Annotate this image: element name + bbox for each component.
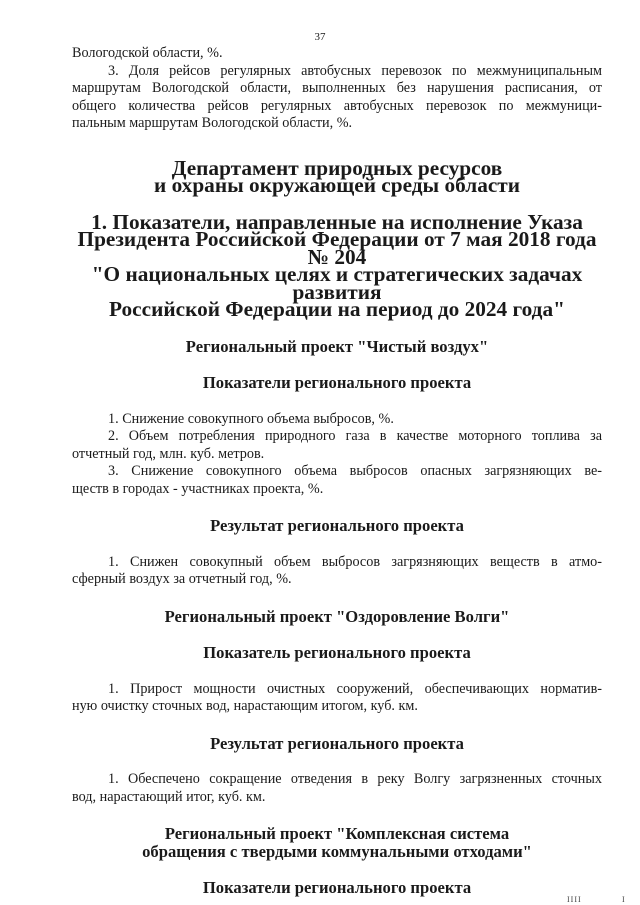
- project-title: Региональный проект "Чистый воздух": [185, 336, 489, 356]
- indicator-item: [72, 681, 602, 716]
- department-heading: [72, 155, 602, 197]
- project-title: [72, 825, 602, 860]
- text-line: сферный воздух за отчетный год, %.: [72, 571, 292, 587]
- text-line: 2. Объем потребления природного газа в качестве моторного топлива за: [108, 428, 602, 444]
- indicator-item: [72, 411, 602, 429]
- page-content: [72, 45, 602, 897]
- indicators-heading: Показатель регионального проекта: [203, 643, 471, 662]
- heading-line: обращения с твердыми коммунальными отходами": [142, 841, 532, 861]
- text-line: 3. Снижение совокупного объема выбросов опасных загрязняющих ве-: [108, 463, 602, 479]
- text-line: 3. Доля рейсов регулярных автобусных перевозок по межмуниципальным: [108, 62, 602, 79]
- text-line: ществ в городах - участниках проекта, %.: [72, 480, 324, 497]
- heading-line: и охраны окружающей среды области: [153, 173, 521, 197]
- indicators-heading: Показатели регионального проекта: [202, 373, 472, 392]
- result-item: [72, 771, 602, 806]
- text-line: ную очистку сточных вод, нарастающим итогом, куб. км.: [72, 698, 418, 714]
- footer-mark-left: IIII: [567, 895, 582, 904]
- heading-line: 1. Показатели, направленные на исполнение Указа: [91, 209, 583, 234]
- section-heading: [72, 209, 602, 321]
- text-line: общего количества рейсов регулярных автобусных перевозок по межмуници-: [72, 97, 602, 114]
- heading-line: Региональный проект "Комплексная система: [164, 824, 510, 843]
- text-line: 1. Прирост мощности очистных сооружений, обеспечивающих норматив-: [108, 680, 602, 697]
- footer-mark-right: I: [622, 895, 626, 904]
- text-line: маршрутам Вологодской области, выполненных без нарушения расписания, от: [72, 80, 602, 96]
- text-line: вод, нарастающий итог, куб. км.: [72, 788, 266, 805]
- text-line: пальным маршрутам Вологодской области, %.: [72, 115, 353, 131]
- heading-line: Департамент природных ресурсов: [171, 155, 503, 180]
- result-item: [72, 554, 602, 589]
- project-title: Региональный проект "Оздоровление Волги": [164, 606, 510, 626]
- heading-line: "О национальных целях и стратегических задачах развития: [91, 262, 583, 304]
- result-heading: Результат регионального проекта: [210, 733, 464, 753]
- text-line: 1. Снижен совокупный объем выбросов загрязняющих веществ в атмо-: [108, 553, 602, 570]
- text-line: отчетный год, млн. куб. метров.: [72, 445, 265, 462]
- heading-line: Президента Российской Федерации от 7 мая 2018 года № 204: [77, 227, 597, 269]
- intro-line: [72, 45, 602, 63]
- indicator-item: [72, 428, 602, 463]
- heading-line: Российской Федерации на период до 2024 года": [109, 297, 565, 321]
- text-line: Вологодской области, %.: [72, 45, 223, 61]
- text-line: 1. Снижение совокупного объема выбросов, %.: [108, 410, 394, 427]
- result-heading: Результат регионального проекта: [210, 516, 464, 535]
- indicator-item: [72, 463, 602, 498]
- intro-item-3: [72, 63, 602, 133]
- page-number: 37: [314, 31, 326, 43]
- indicators-heading: Показатели регионального проекта: [202, 878, 472, 897]
- text-line: 1. Обеспечено сокращение отведения в реку Волгу загрязненных сточных: [108, 771, 602, 787]
